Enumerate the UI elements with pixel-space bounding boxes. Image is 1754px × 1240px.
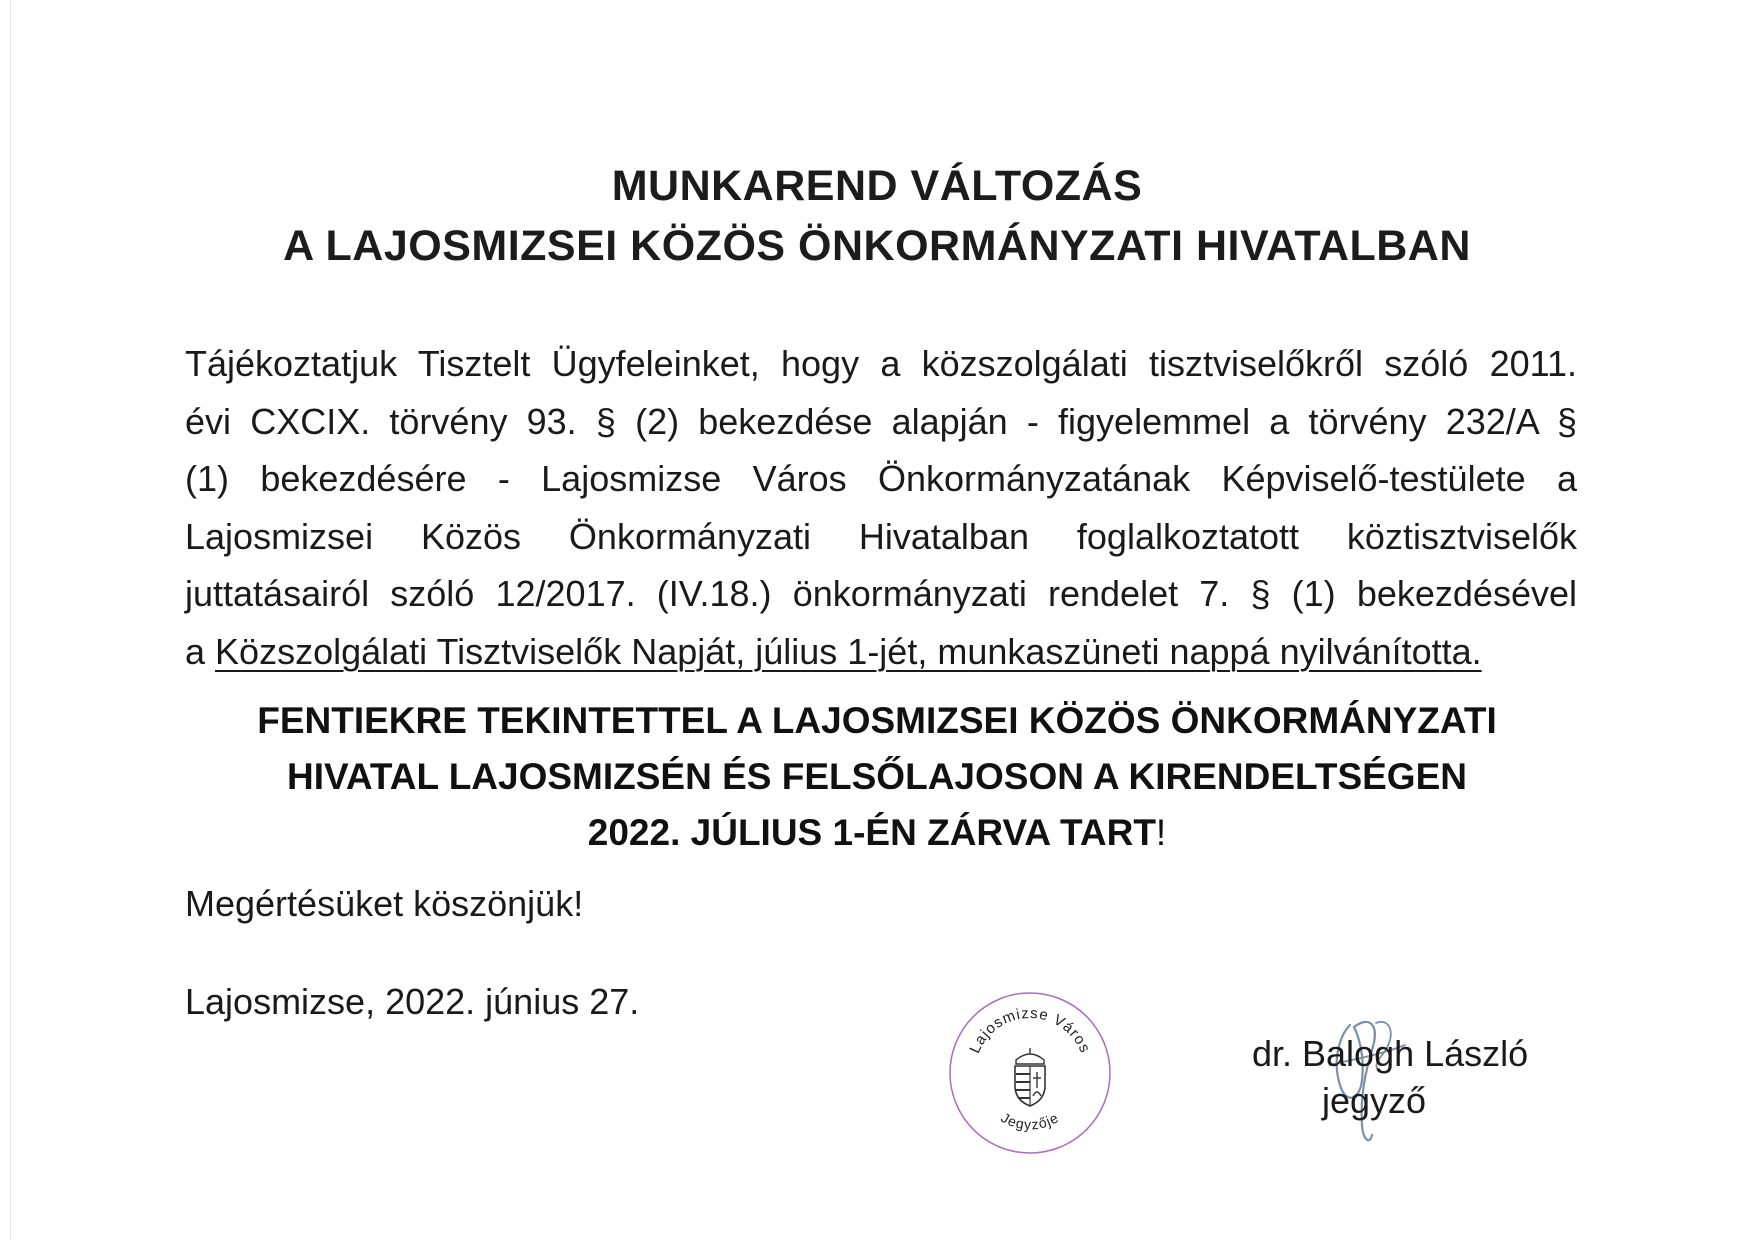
official-stamp	[945, 988, 1115, 1158]
thanks-text: Megértésüket köszönjük!	[185, 883, 584, 924]
stamp-top-text: Lajosmizse Város	[966, 1004, 1094, 1056]
body-paragraph	[185, 335, 1577, 680]
notice-exclamation: !	[1155, 812, 1167, 853]
document-title: MUNKAREND VÁLTOZÁS	[611, 162, 1143, 210]
svg-text:Jegyzője	[998, 1109, 1061, 1132]
notice-line: FENTIEKRE TEKINTETTEL A LAJOSMIZSEI KÖZÖS ÖNKORMÁNYZATI	[257, 700, 1497, 741]
stamp-bottom-text: Jegyzője	[998, 1109, 1062, 1133]
notice-line-last	[150, 805, 1604, 861]
scan-edge-line	[10, 0, 11, 1240]
body-line: évi CXCIX. törvény 93. § (2) bekezdése alapján - figyelemmel a törvény 232/A §	[185, 400, 1577, 442]
document-subtitle: A LAJOSMIZSEI KÖZÖS ÖNKORMÁNYZATI HIVATALBAN	[283, 222, 1471, 270]
notice-line: HIVATAL LAJOSMIZSÉN ÉS FELSŐLAJOSON A KIRENDELTSÉGEN	[287, 756, 1467, 797]
body-line: juttatásairól szóló 12/2017. (IV.18.) önkormányzati rendelet 7. § (1) bekezdésével	[185, 573, 1577, 614]
coat-of-arms-icon	[1015, 1048, 1045, 1106]
closure-notice	[150, 693, 1604, 861]
place-and-date: Lajosmizse, 2022. június 27.	[185, 981, 640, 1022]
signer-title: jegyző	[1322, 1080, 1427, 1121]
body-last-prefix: a	[185, 630, 216, 672]
notice-date: 2022. JÚLIUS 1-ÉN ZÁRVA TART	[587, 812, 1156, 853]
body-line: (1) bekezdésére - Lajosmizse Város Önkormányzatának Képviselő-testülete a	[185, 458, 1577, 499]
underlined-statement: Közszolgálati Tisztviselők Napját, július 1-jét, munkaszüneti nappá nyilvánította.	[215, 630, 1482, 672]
body-line: Lajosmizsei Közös Önkormányzati Hivatalban foglalkoztatott köztisztviselők	[185, 515, 1577, 557]
body-line: Tájékoztatjuk Tisztelt Ügyfeleinket, hogy a közszolgálati tisztviselőkről szóló 2011.	[185, 343, 1577, 384]
signer-name: dr. Balogh László	[1252, 1033, 1529, 1074]
body-line-last	[185, 623, 1577, 681]
